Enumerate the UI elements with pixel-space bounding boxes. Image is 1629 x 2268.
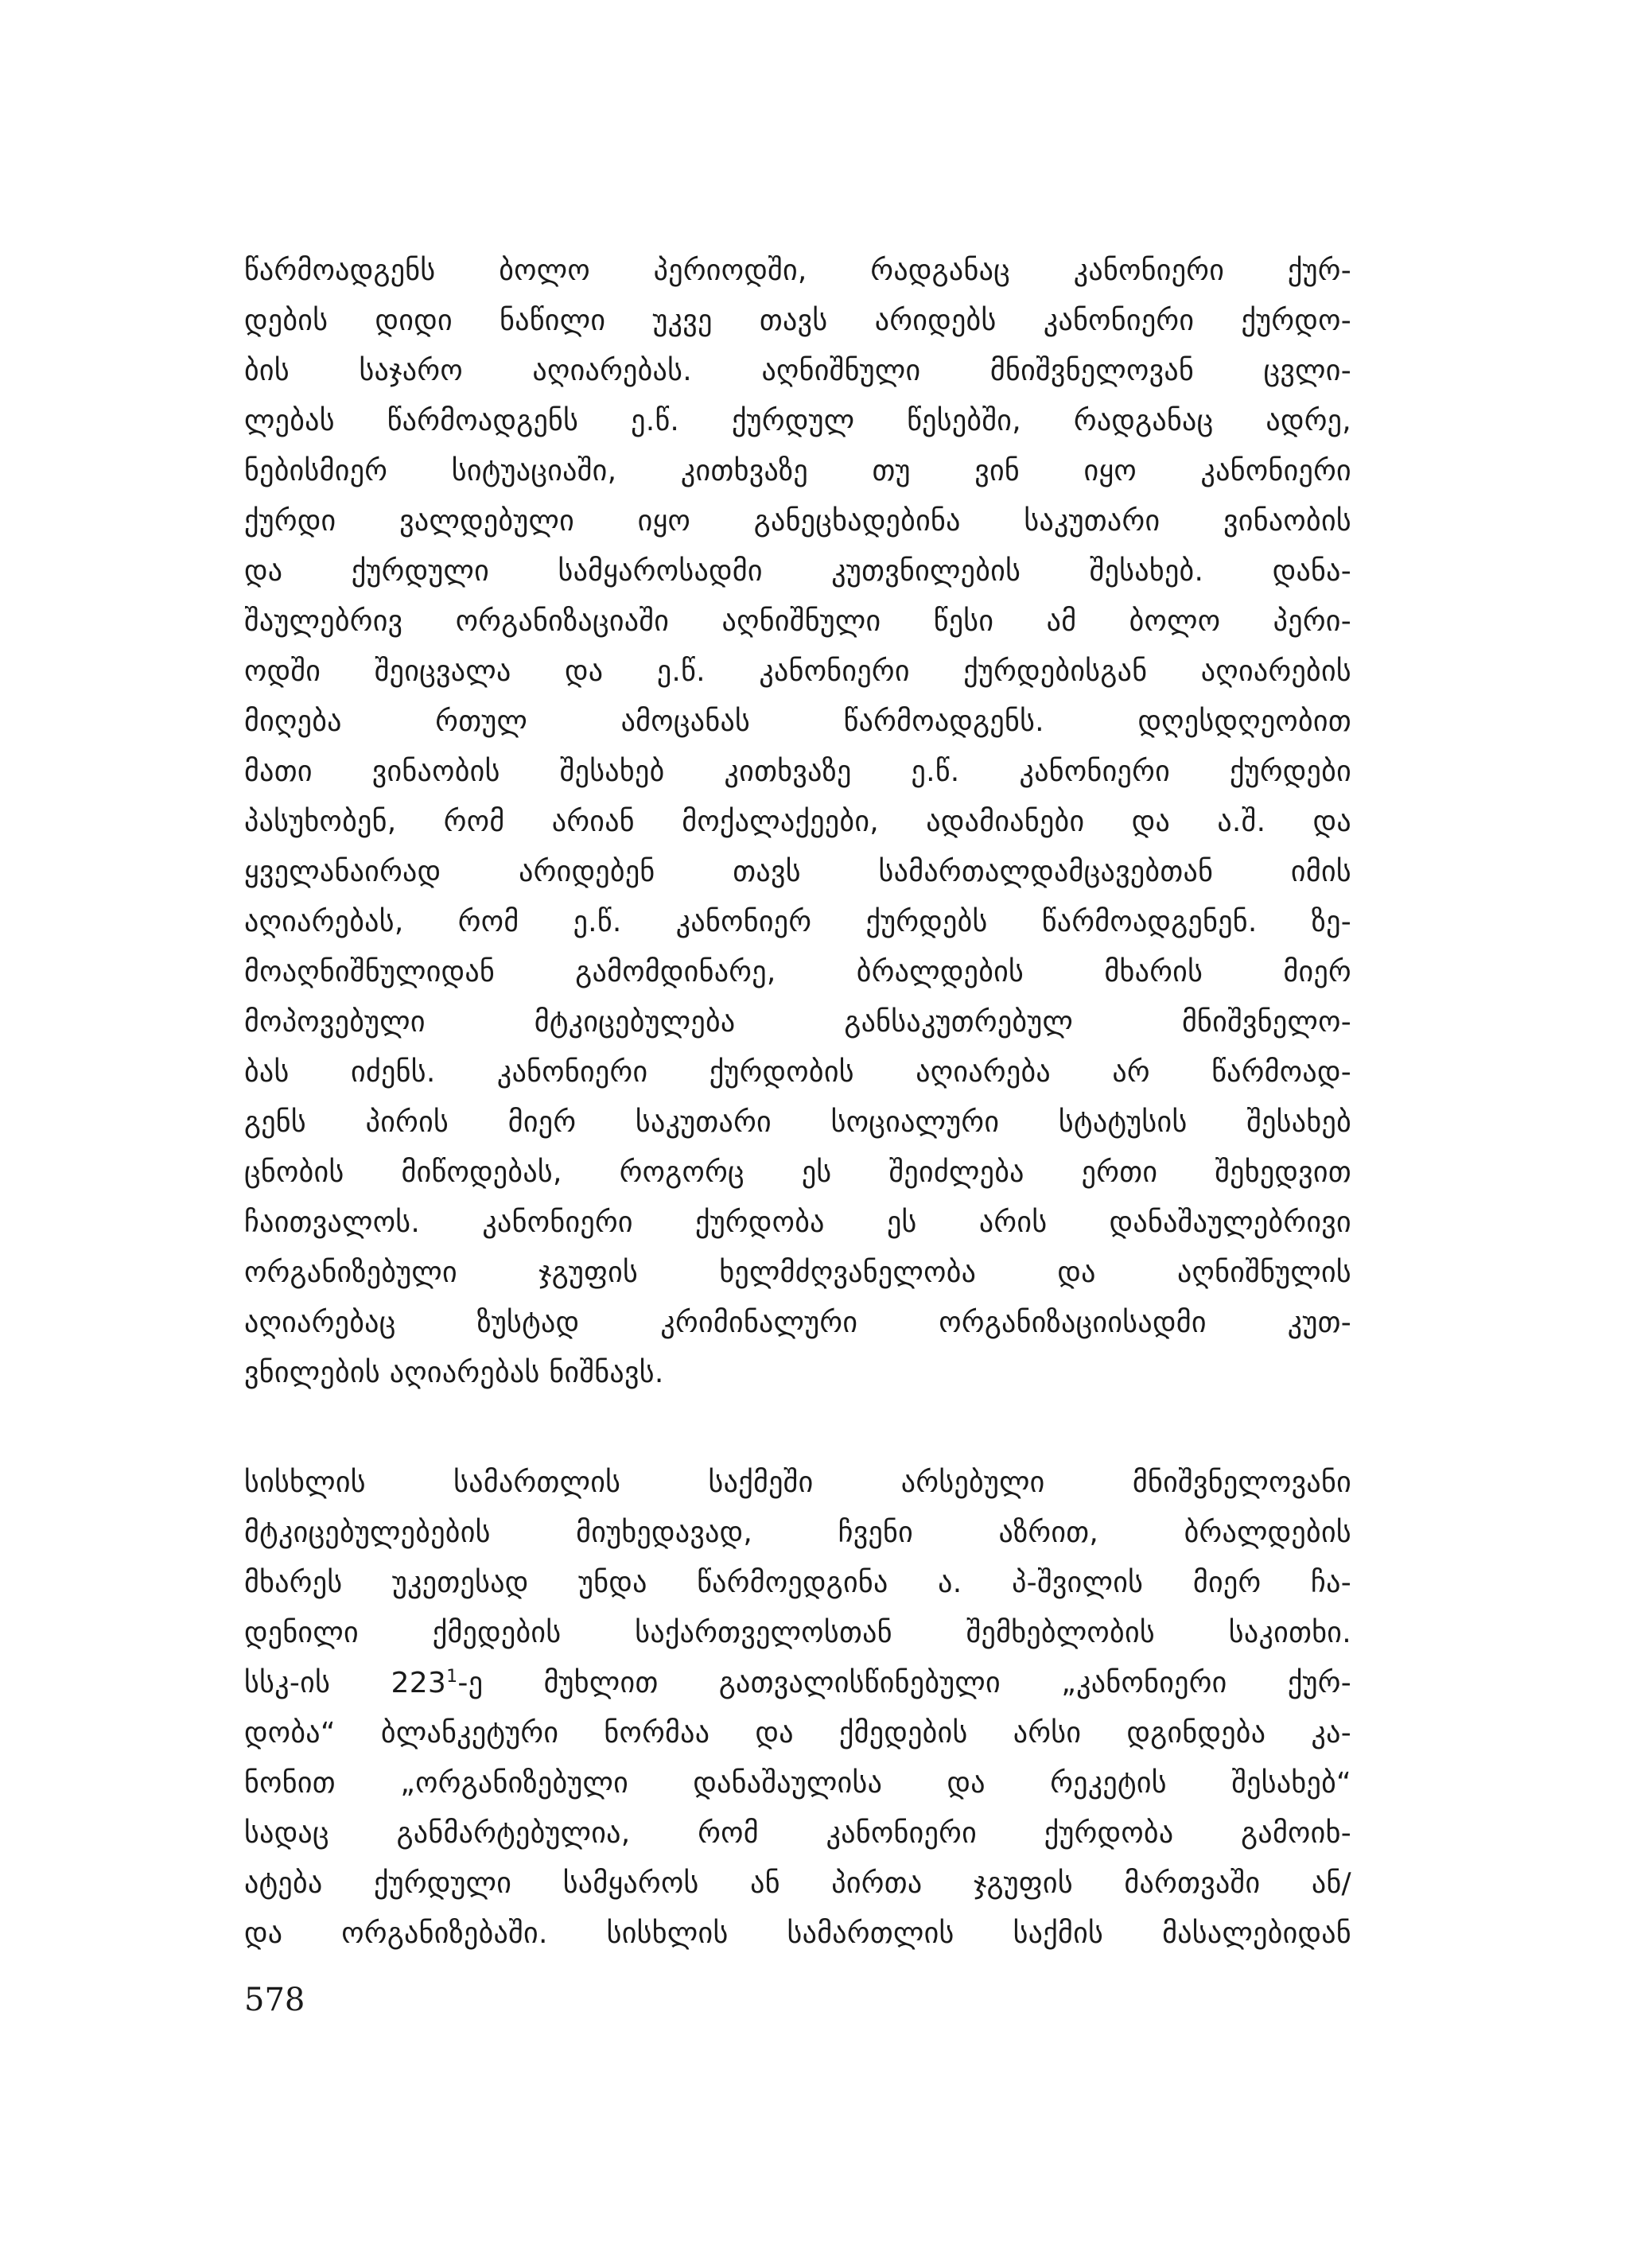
text-line: ნებისმიერ სიტუაციაში, კითხვაზე თუ ვინ იყო კანონიერი xyxy=(244,455,1351,487)
text-line: ორგანიზებული ჯგუფის ხელმძღვანელობა და აღნიშნულის xyxy=(244,1256,1351,1289)
text-line: ოდში შეიცვალა და ე.წ. კანონიერი ქურდებისგან აღიარების xyxy=(244,655,1351,688)
text-line: ლებას წარმოადგენს ე.წ. ქურდულ წესებში, რადგანაც ადრე, xyxy=(244,405,1351,437)
text-line: მხარეს უკეთესად უნდა წარმოედგინა ა. პ-შვილის მიერ ჩა- xyxy=(244,1567,1351,1599)
text-line: ცნობის მიწოდებას, როგორც ეს შეიძლება ერთი შეხედვით xyxy=(244,1156,1351,1189)
text-line: ბის საჯარო აღიარებას. აღნიშნული მნიშვნელოვან ცვლი- xyxy=(244,355,1351,387)
text-line: ნონით „ორგანიზებული დანაშაულისა და რეკეტის შესახებ“ xyxy=(244,1767,1351,1800)
text-line: მიღება რთულ ამოცანას წარმოადგენს. დღესდღეობით xyxy=(244,705,1351,738)
text-line: გენს პირის მიერ საკუთარი სოციალური სტატუსის შესახებ xyxy=(244,1106,1351,1139)
paragraph-2 xyxy=(244,1458,1351,1959)
text-line: ჩაითვალოს. კანონიერი ქურდობა ეს არის დანაშაულებრივი xyxy=(244,1206,1351,1239)
text-line: წარმოადგენს ბოლო პერიოდში, რადგანაც კანონიერი ქურ- xyxy=(244,254,1351,287)
text-line: სადაც განმარტებულია, რომ კანონიერი ქურდობა გამოიხ- xyxy=(244,1817,1351,1850)
text-line-with-footnote xyxy=(244,1658,1351,1708)
text-line: და ორგანიზებაში. სისხლის სამართლის საქმის მასალებიდან xyxy=(244,1917,1351,1950)
text-segment: სსკ-ის 223 xyxy=(244,1667,447,1699)
text-line: ვნილების აღიარებას ნიშნავს. xyxy=(244,1357,664,1389)
text-line: და ქურდული სამყაროსადმი კუთვნილების შესახებ. დანა- xyxy=(244,555,1351,588)
text-line: დების დიდი ნაწილი უკვე თავს არიდებს კანონიერი ქურდო- xyxy=(244,305,1351,337)
text-line: აღიარებაც ზუსტად კრიმინალური ორგანიზაციისადმი კუთ- xyxy=(244,1307,1351,1339)
footnote-superscript: 1 xyxy=(446,1667,458,1687)
text-line: მტკიცებულებების მიუხედავად, ჩვენი აზრით, ბრალდების xyxy=(244,1517,1351,1549)
text-line: ატება ქურდული სამყაროს ან პირთა ჯგუფის მართვაში ან/ xyxy=(244,1867,1351,1900)
text-segment: -ე მუხლით გათვალისწინებული „კანონიერი ქურ- xyxy=(457,1667,1351,1699)
text-line: აღიარებას, რომ ე.წ. კანონიერ ქურდებს წარმოადგენენ. ზე- xyxy=(244,906,1351,938)
text-line: დენილი ქმედების საქართველოსთან შემხებლობის საკითხი. xyxy=(244,1617,1351,1649)
paragraph-1 xyxy=(244,246,1351,1398)
text-line: სისხლის სამართლის საქმეში არსებული მნიშვნელოვანი xyxy=(244,1466,1351,1499)
text-line: ქურდი ვალდებული იყო განეცხადებინა საკუთარი ვინაობის xyxy=(244,505,1351,538)
text-line: მათი ვინაობის შესახებ კითხვაზე ე.წ. კანონიერი ქურდები xyxy=(244,755,1351,788)
text-line: ყველანაირად არიდებენ თავს სამართალდამცავებთან იმის xyxy=(244,856,1351,888)
page-number: 578 xyxy=(244,1982,305,2018)
text-line: დობა“ ბლანკეტური ნორმაა და ქმედების არსი დგინდება კა- xyxy=(244,1717,1351,1750)
text-line: ბას იძენს. კანონიერი ქურდობის აღიარება არ წარმოად- xyxy=(244,1056,1351,1089)
text-line: მოპოვებული მტკიცებულება განსაკუთრებულ მნიშვნელო- xyxy=(244,1006,1351,1039)
text-line: მოაღნიშნულიდან გამომდინარე, ბრალდების მხარის მიერ xyxy=(244,956,1351,988)
text-line: პასუხობენ, რომ არიან მოქალაქეები, ადამიანები და ა.შ. და xyxy=(244,806,1351,838)
text-line: შაულებრივ ორგანიზაციაში აღნიშნული წესი ამ ბოლო პერი- xyxy=(244,605,1351,638)
